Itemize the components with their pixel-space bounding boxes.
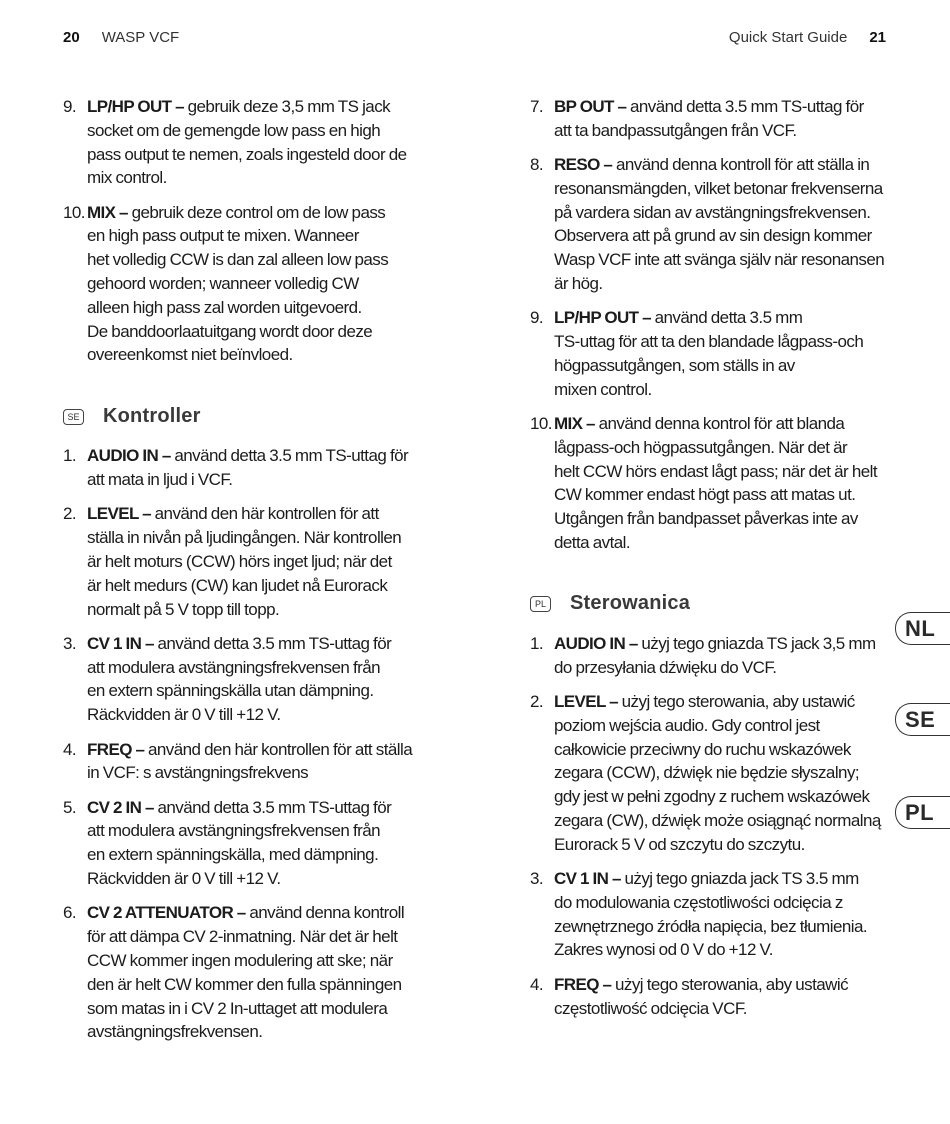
item-term: CV 1 IN – [87,633,154,653]
item-description: ställa in nivån på ljudingången. När kontrollen [87,528,402,548]
item-description: gebruik deze control om de low pass [127,202,386,222]
item-text-line [554,354,910,378]
item-text-line [87,656,438,680]
item-text-line [554,833,910,857]
item-text-line [554,177,910,201]
item-description: CCW kommer ingen modulering att ske; när [87,950,393,970]
item-description: är helt moturs (CCW) hörs inget ljud; när det [87,551,392,571]
item-term: CV 1 IN – [554,869,621,889]
item-text-line [87,201,438,225]
item-description: socket om de gemengde low pass en high [87,120,381,140]
item-text-line [87,925,438,949]
item-text-line [87,949,438,973]
item-number: 8. [530,155,544,175]
language-tab-pl[interactable]: PL [895,796,950,829]
item-description: att ta bandpassutgången från VCF. [554,120,797,140]
item-text-line [554,412,910,436]
item-description: på vardera sidan av avstängningsfrekvensen. [554,202,871,222]
item-term: BP OUT – [554,97,627,116]
item-description: gehoord worden; wanneer volledig CW [87,274,359,294]
item-text-line [87,703,438,727]
item-text-line [87,119,438,143]
item-term: MIX – [87,202,128,222]
item-description: częstotliwość odcięcia VCF. [554,998,747,1018]
page-header-right [729,29,886,46]
left-header-title: WASP VCF [101,29,180,46]
item-text-line [87,526,438,550]
item-description: Utgången från bandpasset påverkas inte av [554,509,858,529]
item-description: Eurorack 5 V od szczytu do szczytu. [554,834,805,854]
item-description: använd detta 3.5 mm [650,308,803,328]
item-text-line [554,761,910,785]
left-column [63,95,438,1055]
item-term: FREQ – [87,739,145,759]
item-description: helt CCW hörs endast lågt pass; när det är helt [554,461,878,481]
item-text-line [87,761,438,785]
item-description: använd detta 3.5 mm TS-uttag för [170,446,409,466]
item-text-line [554,656,910,680]
item-text-line [554,272,910,296]
item-text-line [554,95,910,119]
language-tab-nl[interactable]: NL [895,612,950,645]
item-description: använd detta 3.5 mm TS-uttag för [626,97,864,116]
list-item [530,632,910,680]
item-text-line [554,690,910,714]
item-text-line [554,738,910,762]
list-item [530,95,910,143]
item-number: 4. [63,739,77,759]
item-description: Observera att på grund av sin design kommer [554,226,872,246]
item-description: Räckvidden är 0 V till +12 V. [87,869,281,889]
item-text-line [87,272,438,296]
item-text-line [87,468,438,492]
right-column [530,95,910,1031]
item-description: mix control. [87,168,167,188]
item-description: użyj tego gniazda TS jack 3,5 mm [637,633,876,653]
language-tab-se[interactable]: SE [895,703,950,736]
item-description: CW kommer endast högt pass att matas ut. [554,485,856,505]
item-number: 1. [63,446,77,466]
item-number: 3. [530,869,544,889]
item-text-line [554,330,910,354]
item-description: zegara (CW), dźwięk może osiągnąć normalną [554,810,881,830]
item-term: CV 2 IN – [87,797,154,817]
item-term: RESO – [554,155,613,175]
item-description: użyj tego gniazda jack TS 3.5 mm [620,869,859,889]
item-text-line [87,997,438,1021]
item-text-line [554,460,910,484]
item-description: använd detta 3.5 mm TS-uttag för [153,797,392,817]
item-text-line [554,507,910,531]
se-control-list [63,444,438,1044]
item-text-line [87,143,438,167]
item-text-line [87,166,438,190]
pl-section-heading [530,591,910,617]
list-item [63,738,438,786]
list-item [63,444,438,492]
item-number: 2. [530,691,544,711]
item-description: Wasp VCF inte att svänga själv när resonansen [554,250,885,270]
list-item [63,201,438,368]
section-title-sterowanica: Sterowanica [570,592,691,615]
item-text-line [554,973,910,997]
item-text-line [87,224,438,248]
item-description: Räckvidden är 0 V till +12 V. [87,705,281,725]
item-text-line [87,296,438,320]
item-text-line [554,248,910,272]
item-text-line [87,598,438,622]
list-item [530,973,910,1021]
right-page-number: 21 [869,29,886,46]
item-description: normalt på 5 V topp till topp. [87,599,280,619]
item-text-line [554,632,910,656]
item-description: overeenkomst niet beïnvloed. [87,345,293,365]
item-term: LP/HP OUT – [554,308,651,328]
item-description: pass output te nemen, zoals ingesteld door de [87,144,407,164]
item-text-line [87,973,438,997]
item-text-line [87,444,438,468]
list-item [530,412,910,555]
item-text-line [87,679,438,703]
list-item [530,690,910,857]
item-description: använd detta 3.5 mm TS-uttag för [153,633,392,653]
item-text-line [554,483,910,507]
item-number: 3. [63,633,77,653]
item-number: 7. [530,97,544,116]
list-item [63,502,438,621]
item-description: do modulowania częstotliwości odcięcia z [554,892,843,912]
item-number: 6. [63,903,77,923]
list-item [63,632,438,727]
item-description: är helt medurs (CW) kan ljudet nå Eurorack [87,575,388,595]
item-text-line [87,343,438,367]
item-number: 2. [63,504,77,524]
pl-control-list [530,632,910,1020]
item-description: in VCF: s avstängningsfrekvens [87,763,309,783]
item-text-line [87,95,438,119]
item-number: 4. [530,974,544,994]
item-text-line [554,224,910,248]
item-text-line [87,320,438,344]
item-text-line [554,306,910,330]
item-number: 5. [63,797,77,817]
item-description: som matas in i CV 2 In-uttaget att modulera [87,998,388,1018]
item-description: Zakres wynosi od 0 V do +12 V. [554,940,773,960]
item-text-line [87,550,438,574]
item-term: CV 2 ATTENUATOR – [87,903,246,923]
item-term: MIX – [554,414,595,434]
item-description: resonansmängden, vilket betonar frekvenserna [554,178,883,198]
item-text-line [554,201,910,225]
item-text-line [554,378,910,402]
item-description: använd den här kontrollen för att ställa [144,739,413,759]
item-description: gebruik deze 3,5 mm TS jack [183,97,391,116]
item-number: 9. [63,97,77,116]
item-description: do przesyłania dźwięku do VCF. [554,657,777,677]
item-text-line [87,843,438,867]
list-item [63,796,438,891]
item-term: AUDIO IN – [87,446,171,466]
item-description: użyj tego sterowania, aby ustawić [611,974,849,994]
item-description: alleen high pass zal worden uitgevoerd. [87,297,362,317]
item-description: TS-uttag för att ta den blandade lågpass-och [554,332,864,352]
item-text-line [554,153,910,177]
language-tag-se: SE [63,409,84,425]
item-term: LP/HP OUT – [87,97,184,116]
item-text-line [87,632,438,656]
item-text-line [554,867,910,891]
item-description: avstängningsfrekvensen. [87,1022,263,1042]
item-number: 9. [530,308,544,328]
item-text-line [87,248,438,272]
item-text-line [554,531,910,555]
item-description: den är helt CW kommer den fulla spänningen [87,974,402,994]
item-description: en extern spänningskälla utan dämpning. [87,681,374,701]
item-number: 10. [530,414,552,434]
item-text-line [87,796,438,820]
list-item [530,306,910,401]
item-term: LEVEL – [554,691,618,711]
item-description: en extern spänningskälla, med dämpning. [87,845,379,865]
list-item [63,901,438,1044]
item-term: FREQ – [554,974,612,994]
item-text-line [554,915,910,939]
item-description: lågpass-och högpassutgången. När det är [554,437,848,457]
list-item [530,867,910,962]
item-description: att modulera avstängningsfrekvensen från [87,821,381,841]
item-description: använd denna kontroll för att ställa in [612,155,870,175]
list-item [63,95,438,190]
item-text-line [554,785,910,809]
item-description: för att dämpa CV 2-inmatning. När det är helt [87,927,398,947]
page-header-left [63,29,179,46]
item-description: gdy jest w pełni zgodny z ruchem wskazówek [554,787,870,807]
item-text-line [554,714,910,738]
section-title-kontroller: Kontroller [103,404,201,427]
item-description: zegara (CCW), dźwięk nie będzie słyszalny; [554,763,860,783]
item-description: detta avtal. [554,533,631,553]
item-text-line [554,938,910,962]
item-description: poziom wejścia audio. Gdy control jest [554,715,820,735]
item-description: att mata in ljud i VCF. [87,470,233,490]
item-text-line [554,997,910,1021]
nl-control-list [63,95,438,367]
item-description: en high pass output te mixen. Wanneer [87,226,359,246]
item-description: är hög. [554,274,603,294]
item-number: 1. [530,633,544,653]
item-text-line [87,819,438,843]
item-description: högpassutgången, som ställs in av [554,355,795,375]
list-item [530,153,910,296]
item-text-line [554,809,910,833]
item-description: De banddoorlaatuitgang wordt door deze [87,321,373,341]
item-text-line [87,502,438,526]
item-text-line [87,901,438,925]
item-description: het volledig CCW is dan zal alleen low pass [87,250,389,270]
item-description: använd denna kontroll [245,903,405,923]
item-term: LEVEL – [87,504,151,524]
item-text-line [554,891,910,915]
item-description: zewnętrznego źródła napięcia, bez tłumienia. [554,916,868,936]
right-header-title: Quick Start Guide [728,29,848,46]
left-page-number: 20 [63,29,80,46]
item-text-line [87,574,438,598]
se-section-heading [63,403,438,429]
item-description: använd den här kontrollen för att [150,504,379,524]
item-text-line [87,738,438,762]
item-text-line [554,119,910,143]
se-control-list-continued [530,95,910,555]
item-text-line [87,1020,438,1044]
item-description: mixen control. [554,379,652,399]
item-number: 10. [63,202,85,222]
item-description: całkowicie przeciwny do ruchu wskazówek [554,739,851,759]
item-description: att modulera avstängningsfrekvensen från [87,657,381,677]
language-tag-pl: PL [530,596,551,612]
item-description: użyj tego sterowania, aby ustawić [617,691,855,711]
item-text-line [87,867,438,891]
item-text-line [554,436,910,460]
item-description: använd denna kontrol för att blanda [594,414,845,434]
item-term: AUDIO IN – [554,633,638,653]
